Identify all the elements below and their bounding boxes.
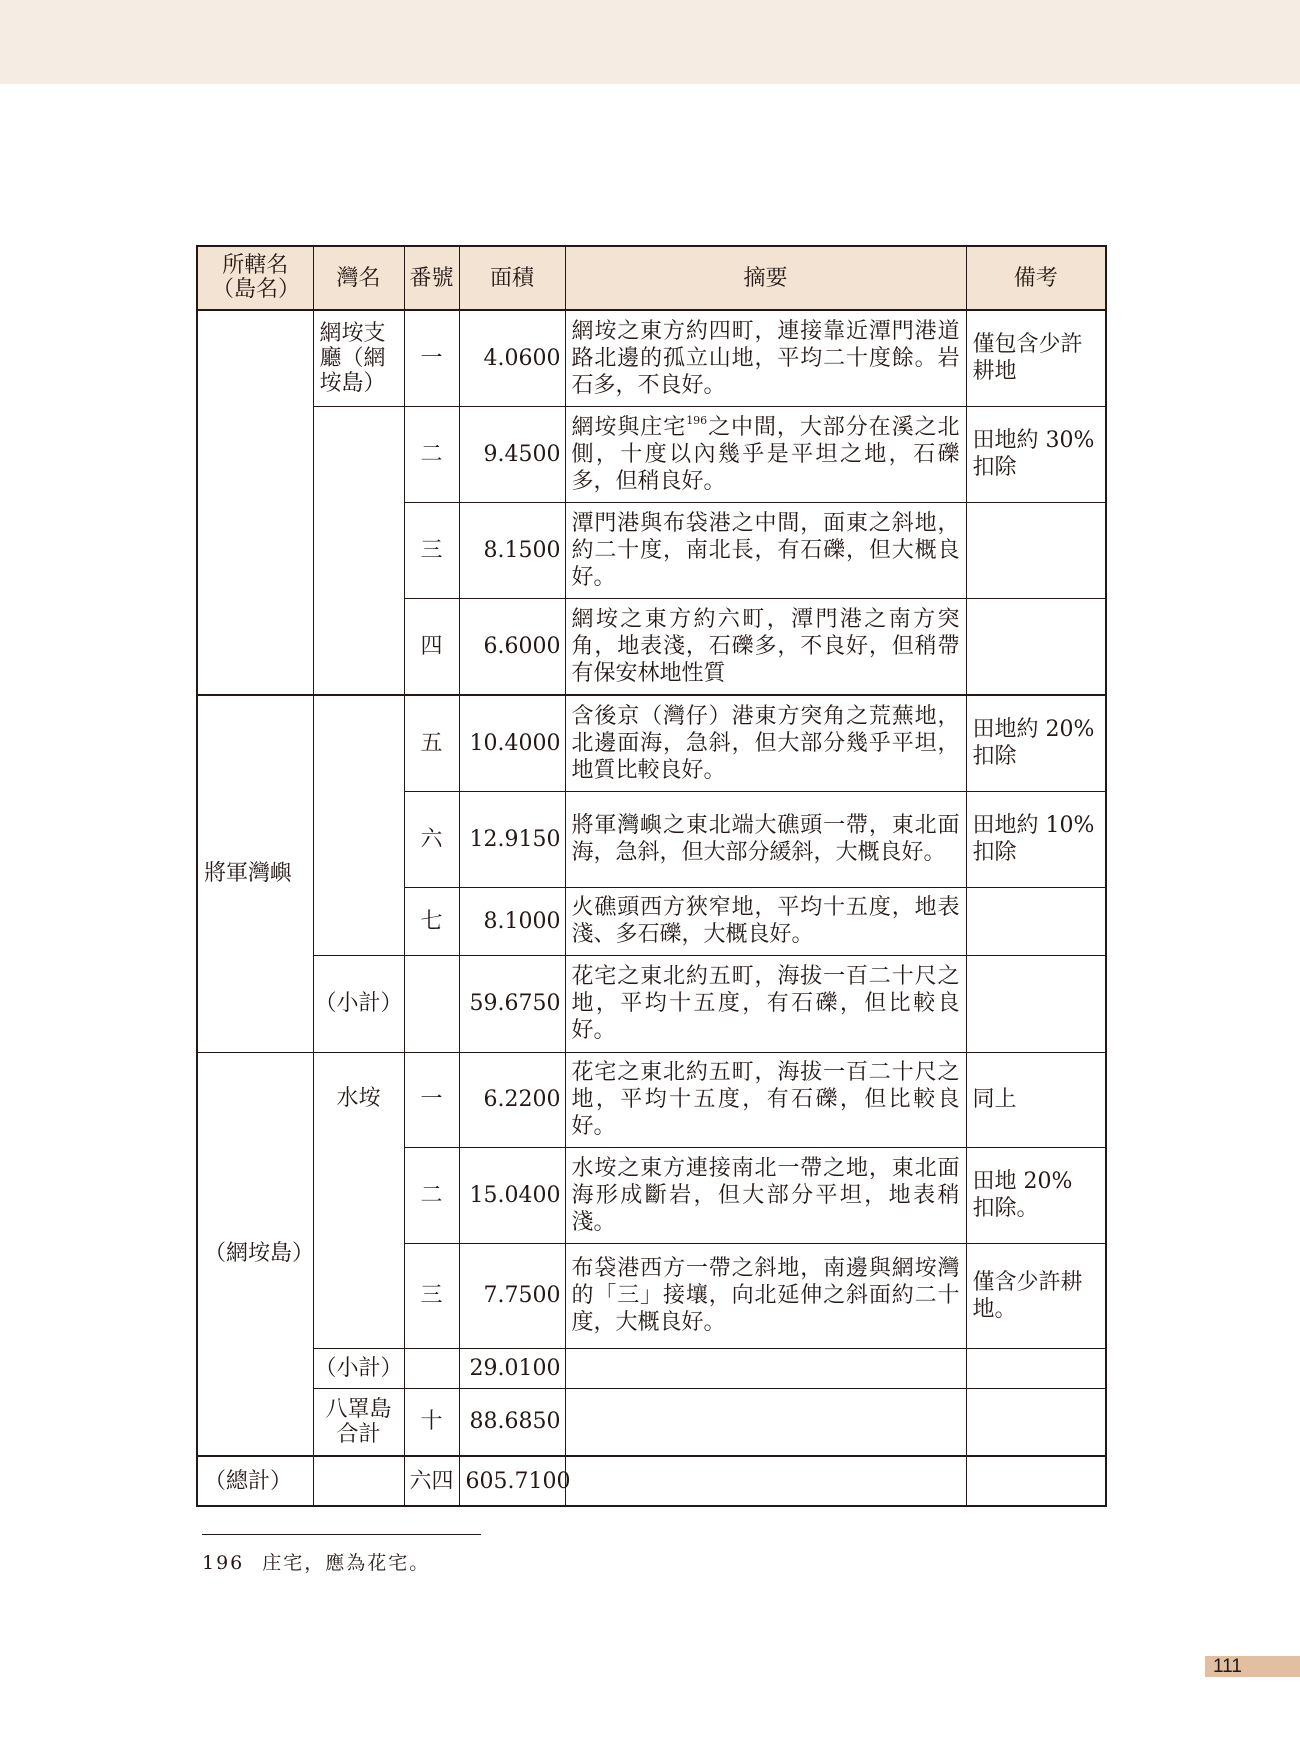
summary-cell: 花宅之東北約五町，海拔一百二十尺之地，平均十五度，有石礫，但比較良好。 — [565, 955, 966, 1052]
note-cell — [966, 502, 1106, 598]
summary-cell: 含後京（灣仔）港東方突角之荒蕪地，北邊面海，急斜，但大部分幾乎平坦，地質比較良好。 — [565, 695, 966, 791]
number-cell: 五 — [404, 695, 459, 791]
table-row — [197, 406, 1106, 502]
bay-cell: （小計） — [313, 1348, 404, 1388]
number-cell: 三 — [404, 1243, 459, 1348]
area-cell: 6.6000 — [459, 598, 565, 695]
area-cell: 88.6850 — [459, 1388, 565, 1456]
table-row — [197, 1052, 1106, 1147]
bay-cell: 水垵 — [313, 1052, 404, 1348]
number-cell: 二 — [404, 406, 459, 502]
note-cell: 田地約 20% 扣除 — [966, 695, 1106, 791]
number-cell: 六四 — [404, 1456, 459, 1506]
note-cell — [966, 598, 1106, 695]
note-cell: 田地約 30% 扣除 — [966, 406, 1106, 502]
table-row — [197, 1348, 1106, 1388]
area-cell: 12.9150 — [459, 791, 565, 887]
bay-cell: 網垵支廳（網垵島） — [313, 310, 404, 406]
header-district: 所轄名（島名） — [197, 246, 313, 310]
summary-cell: 布袋港西方一帶之斜地，南邊與網垵灣的「三」接壤，向北延伸之斜面約二十度，大概良好。 — [565, 1243, 966, 1348]
number-cell: 一 — [404, 1052, 459, 1147]
district-cell: （網垵島） — [197, 1052, 313, 1456]
area-cell: 605.7100 — [459, 1456, 565, 1506]
table-row-total — [197, 1456, 1106, 1506]
area-cell: 6.2200 — [459, 1052, 565, 1147]
bay-cell: （小計） — [313, 955, 404, 1052]
area-cell: 4.0600 — [459, 310, 565, 406]
number-cell: 七 — [404, 887, 459, 955]
summary-cell-empty — [565, 1348, 966, 1388]
note-cell-empty — [966, 1348, 1106, 1388]
district-cell-empty — [197, 310, 313, 695]
summary-cell — [565, 406, 966, 502]
note-cell-empty — [966, 1388, 1106, 1456]
bay-cell: 八罩島合計 — [313, 1388, 404, 1456]
number-cell: 十 — [404, 1388, 459, 1456]
footnote-number: 196 — [202, 1552, 245, 1574]
summary-cell: 水垵之東方連接南北一帶之地，東北面海形成斷岩，但大部分平坦，地表稍淺。 — [565, 1147, 966, 1243]
number-cell: 六 — [404, 791, 459, 887]
bay-cell-empty — [313, 406, 404, 695]
note-cell: 僅包含少許耕地 — [966, 310, 1106, 406]
footnote-text: 庄宅，應為花宅。 — [262, 1552, 431, 1574]
area-cell: 8.1000 — [459, 887, 565, 955]
area-cell: 29.0100 — [459, 1348, 565, 1388]
number-cell: 二 — [404, 1147, 459, 1243]
note-cell: 田地 20% 扣除。 — [966, 1147, 1106, 1243]
page-number: 111 — [1205, 1656, 1300, 1677]
note-cell: 田地約 10% 扣除 — [966, 791, 1106, 887]
header-note: 備考 — [966, 246, 1106, 310]
table-header-row — [197, 246, 1106, 310]
summary-cell-empty — [565, 1456, 966, 1506]
top-band — [0, 0, 1300, 84]
district-cell: 將軍灣嶼 — [197, 695, 313, 1052]
note-cell: 僅含少許耕地。 — [966, 1243, 1106, 1348]
note-cell — [966, 955, 1106, 1052]
number-cell-empty — [404, 1348, 459, 1388]
summary-cell-empty — [565, 1388, 966, 1456]
summary-cell: 網垵之東方約六町，潭門港之南方突角，地表淺，石礫多，不良好，但稍帶有保安林地性質 — [565, 598, 966, 695]
note-cell — [966, 887, 1106, 955]
table-row — [197, 310, 1106, 406]
table-row — [197, 1388, 1106, 1456]
table-row — [197, 695, 1106, 791]
bay-cell-empty — [313, 1456, 404, 1506]
footnote — [202, 1548, 448, 1575]
footnote-ref[interactable]: 196 — [686, 413, 708, 427]
summary-cell: 將軍灣嶼之東北端大礁頭一帶，東北面海，急斜，但大部分緩斜，大概良好。 — [565, 791, 966, 887]
area-cell: 8.1500 — [459, 502, 565, 598]
land-table — [196, 245, 1107, 1507]
header-bay: 灣名 — [313, 246, 404, 310]
number-cell: 一 — [404, 310, 459, 406]
summary-cell: 潭門港與布袋港之中間，面東之斜地，約二十度，南北長，有石礫，但大概良好。 — [565, 502, 966, 598]
area-cell: 9.4500 — [459, 406, 565, 502]
area-cell: 10.4000 — [459, 695, 565, 791]
area-cell: 59.6750 — [459, 955, 565, 1052]
summary-cell: 網垵之東方約四町，連接靠近潭門港道路北邊的孤立山地，平均二十度餘。岩石多，不良好。 — [565, 310, 966, 406]
header-summary: 摘要 — [565, 246, 966, 310]
summary-text: 網垵與庄宅 — [571, 414, 687, 440]
note-cell: 同上 — [966, 1052, 1106, 1147]
note-cell-empty — [966, 1456, 1106, 1506]
bay-cell-empty — [313, 695, 404, 955]
summary-text: 之中間，大部分在溪之北側，十度以內幾乎是平坦之地，石礫多，但稍良好。 — [571, 414, 960, 494]
number-cell: 四 — [404, 598, 459, 695]
number-cell-empty — [404, 955, 459, 1052]
district-cell: （總計） — [197, 1456, 313, 1506]
header-area: 面積 — [459, 246, 565, 310]
number-cell: 三 — [404, 502, 459, 598]
summary-cell: 火礁頭西方狹窄地，平均十五度，地表淺、多石礫，大概良好。 — [565, 887, 966, 955]
footnote-divider — [202, 1534, 481, 1535]
area-cell: 15.0400 — [459, 1147, 565, 1243]
table-row — [197, 955, 1106, 1052]
area-cell: 7.7500 — [459, 1243, 565, 1348]
header-number: 番號 — [404, 246, 459, 310]
summary-cell: 花宅之東北約五町，海拔一百二十尺之地，平均十五度，有石礫，但比較良好。 — [565, 1052, 966, 1147]
